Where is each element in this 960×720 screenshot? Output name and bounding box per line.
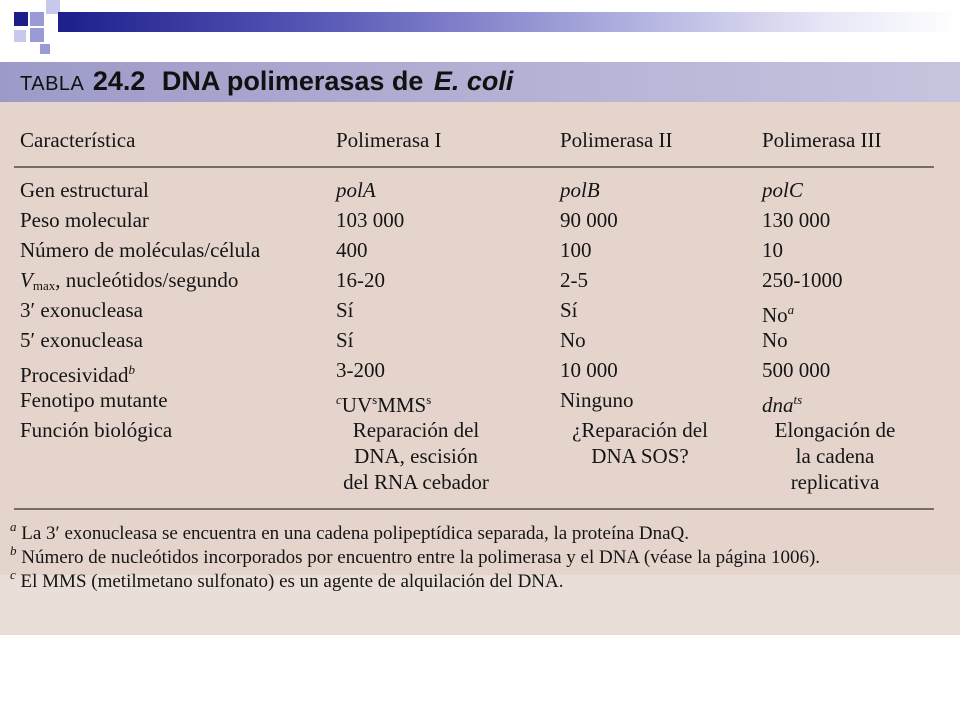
cell-pol1: 400 xyxy=(336,238,368,262)
phenotype-uv: UV xyxy=(341,393,373,417)
phenotype-mms-sup: s xyxy=(426,392,432,407)
cell-pol3-line: Elongación de xyxy=(774,418,896,442)
table-title xyxy=(20,66,513,97)
processivity-label: Procesividad xyxy=(20,363,129,387)
footnote-a-text: La 3′ exonucleasa se encuentra en una cadena polipeptídica separada, la proteína DnaQ. xyxy=(21,523,690,544)
decor-square-lavender-2 xyxy=(30,28,44,42)
cell-pol2: polB xyxy=(560,178,600,202)
header-divider xyxy=(14,166,934,168)
cell-pol3: polC xyxy=(762,178,803,202)
cell-pol2-line: ¿Reparación del xyxy=(572,418,708,442)
vmax-subscript: max xyxy=(32,278,56,293)
cell-pol3-line: replicativa xyxy=(790,470,880,494)
cell-pol3: 250-1000 xyxy=(762,268,843,292)
phenotype-dna: dna xyxy=(762,393,794,417)
header-characteristic: Característica xyxy=(20,128,136,152)
cell-pol2: 90 000 xyxy=(560,208,618,232)
cell-pol2: Sí xyxy=(560,298,578,322)
cell-pol3 xyxy=(762,298,794,327)
cell-pol1-line: del RNA cebador xyxy=(343,470,489,494)
footnote-mark-a: a xyxy=(787,302,795,317)
table-title-banner xyxy=(0,62,960,102)
cell-pol1: 16-20 xyxy=(336,268,385,292)
footnote-b-text: Número de nucleótidos incorporados por encuentro entre la polimerasa y el DNA (véase la página 1006). xyxy=(21,547,821,568)
cell-pol1-phenotype xyxy=(336,388,431,417)
cell-pol3-line: la cadena xyxy=(795,444,875,468)
row-label-processivity xyxy=(20,358,135,387)
decor-square-lavender-3 xyxy=(40,44,50,54)
cell-pol3-value: No xyxy=(762,303,788,327)
cell-pol1-line: Reparación del xyxy=(352,418,480,442)
table-title-italic: E. coli xyxy=(433,66,514,96)
cell-pol2: Ninguno xyxy=(560,388,634,412)
cell-pol1: 103 000 xyxy=(336,208,405,232)
cell-pol3-phenotype xyxy=(762,388,802,417)
cell-pol2: 10 000 xyxy=(560,358,618,382)
row-label: Número de moléculas/célula xyxy=(20,238,261,262)
cell-pol3: 10 xyxy=(762,238,783,262)
cell-pol1: polA xyxy=(336,178,376,202)
cell-pol2: No xyxy=(560,328,586,352)
decor-square-pale-2 xyxy=(14,30,26,42)
row-label: Función biológica xyxy=(20,418,173,442)
cell-pol1: 3-200 xyxy=(336,358,385,382)
phenotype-mms: MMS xyxy=(377,393,427,417)
header-pol1: Polimerasa I xyxy=(336,128,442,152)
table-body xyxy=(0,102,960,592)
footnote-c-text: El MMS (metilmetano sulfonato) es un agente de alquilación del DNA. xyxy=(20,571,564,592)
footnote-mark-b: b xyxy=(128,362,135,377)
cell-pol1: Sí xyxy=(336,298,354,322)
cell-pol1-line: DNA, escisión xyxy=(354,444,478,468)
row-label: Peso molecular xyxy=(20,208,149,232)
row-label: Gen estructural xyxy=(20,178,149,202)
header-pol2: Polimerasa II xyxy=(560,128,673,152)
row-label: 3′ exonucleasa xyxy=(20,298,143,322)
footnote-mark-c: c xyxy=(336,392,342,407)
scanned-table xyxy=(0,62,960,635)
cell-pol3: No xyxy=(762,328,788,352)
decor-square-lavender xyxy=(30,12,44,26)
header-gradient-strip xyxy=(58,12,960,32)
table-title-main: DNA polimerasas de xyxy=(161,66,424,96)
footnote-b-mark: b xyxy=(10,543,17,558)
cell-pol2-line: DNA SOS? xyxy=(591,444,689,468)
header-pol3: Polimerasa III xyxy=(762,128,882,152)
decor-square-navy xyxy=(14,12,28,26)
phenotype-uv-sup: s xyxy=(372,392,378,407)
row-label: Fenotipo mutante xyxy=(20,388,168,412)
cell-pol2: 2-5 xyxy=(560,268,588,292)
footnote-c-mark: c xyxy=(10,567,16,582)
table-number: 24.2 xyxy=(92,66,146,96)
cell-pol3: 130 000 xyxy=(762,208,831,232)
cell-pol1: Sí xyxy=(336,328,354,352)
footnote-a-mark: a xyxy=(10,519,17,534)
phenotype-dna-sup: ts xyxy=(793,392,803,407)
table-bottom-divider xyxy=(14,508,934,510)
vmax-rest: , nucleótidos/segundo xyxy=(55,268,239,292)
row-label-vmax xyxy=(20,268,238,298)
row-label: 5′ exonucleasa xyxy=(20,328,143,352)
table-label: TABLA xyxy=(20,73,85,95)
cell-pol3: 500 000 xyxy=(762,358,831,382)
vmax-symbol: V xyxy=(20,268,33,292)
footnote-c xyxy=(10,564,564,593)
cell-pol2: 100 xyxy=(560,238,592,262)
